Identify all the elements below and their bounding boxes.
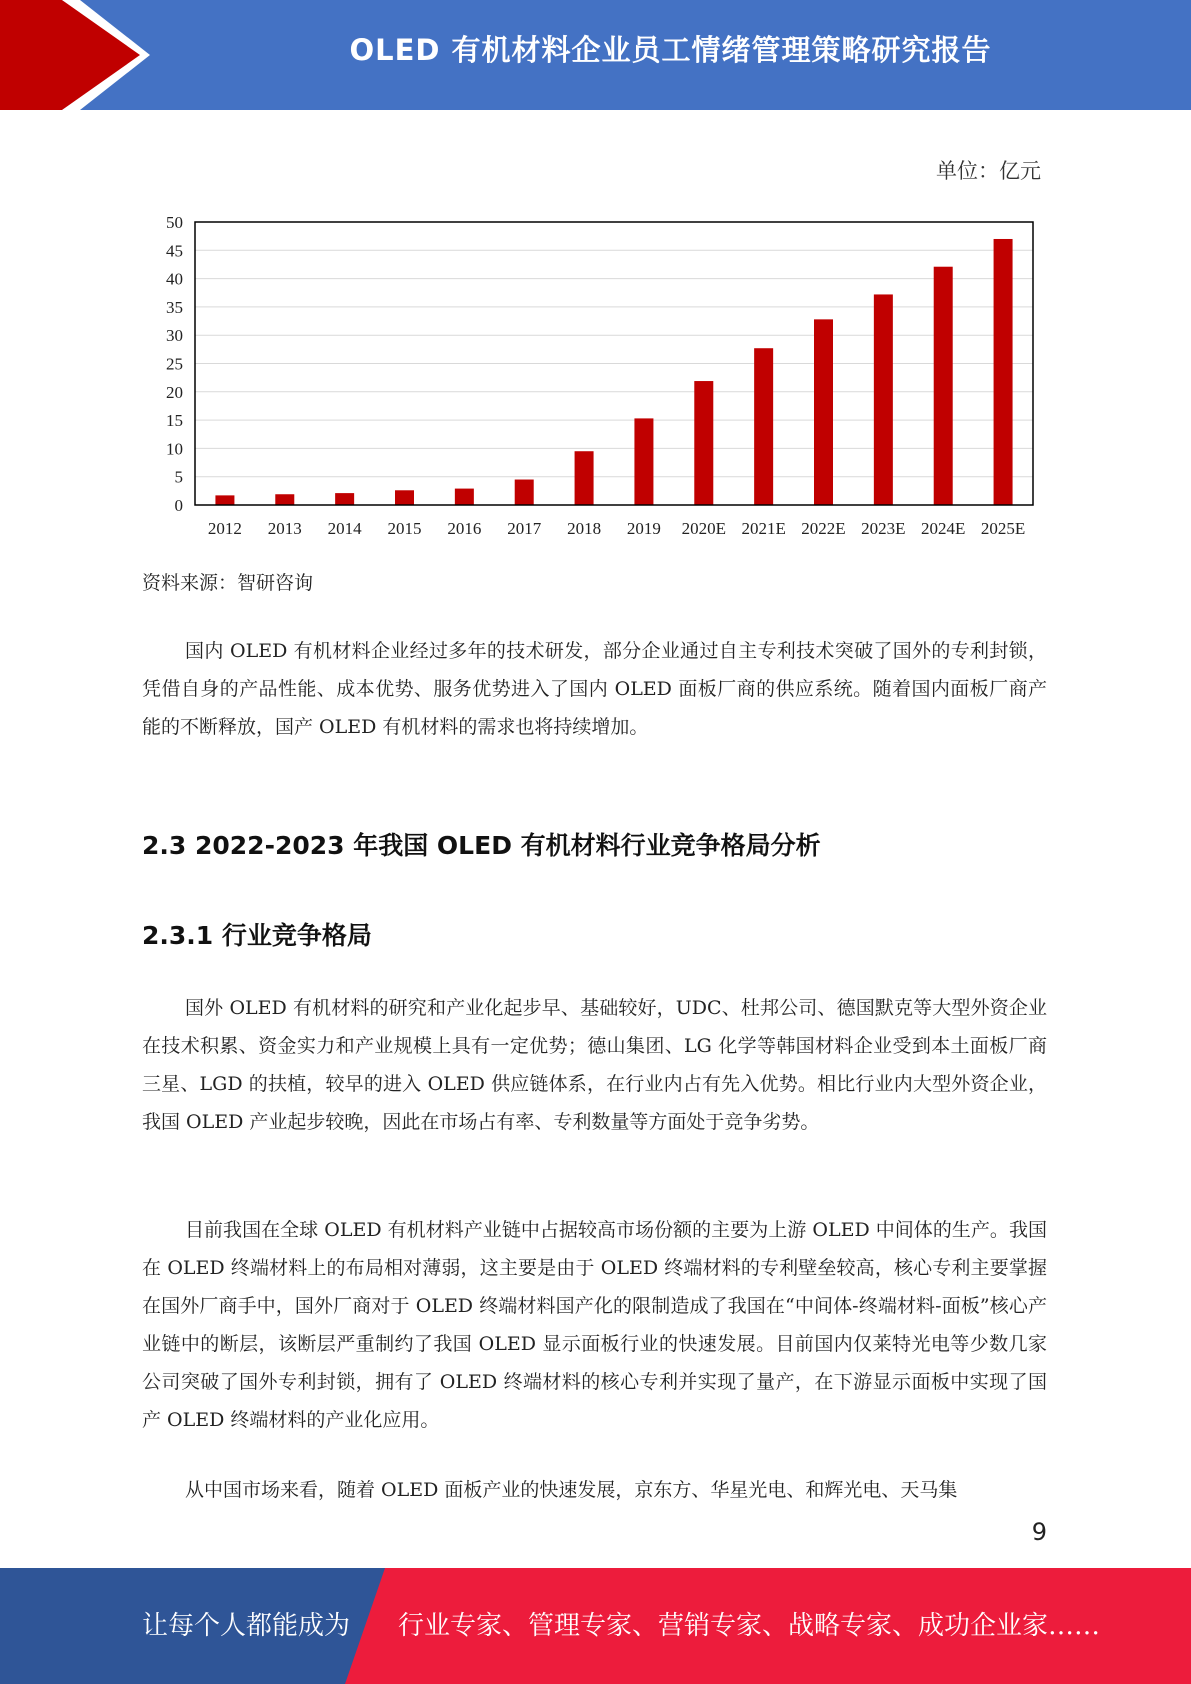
chart-source: 资料来源：智研咨询 bbox=[142, 572, 314, 594]
section-heading-2-3: 2.3 2022-2023 年我国 OLED 有机材料行业竞争格局分析 bbox=[142, 831, 821, 860]
y-tick-label: 10 bbox=[166, 439, 183, 459]
x-tick-label: 2019 bbox=[626, 519, 661, 538]
y-tick-label: 0 bbox=[174, 496, 183, 515]
bar-2016 bbox=[455, 489, 474, 505]
x-tick-label: 2016 bbox=[447, 519, 482, 538]
paragraph-china-market: 从中国市场来看，随着 OLED 面板产业的快速发展，京东方、华星光电、和辉光电、天马集 bbox=[185, 1479, 958, 1501]
bar-chart bbox=[140, 205, 1040, 545]
paragraph-foreign-competition: 国外 OLED 有机材料的研究和产业化起步早、基础较好，UDC、杜邦公司、德国默克等大型外资企业在技术积累、资金实力和产业规模上具有一定优势；德山集团、LG 化学等韩国材料企业受到本土面板厂商三星、LGD 的扶植，较早的进入 OLED 供应链体系，在行业内占有先入优势。相比行业内大型外资企业，我国 OLED 产业起步较晚，因此在市场占有率、专利数量等方面处于竞争劣势。 bbox=[142, 997, 1047, 1133]
x-tick-label: 2024E bbox=[921, 519, 966, 538]
footer-slogan-right: 行业专家、管理专家、营销专家、战略专家、成功企业家…… bbox=[398, 1611, 1101, 1641]
bar-2014 bbox=[335, 493, 354, 505]
bar-2019 bbox=[634, 418, 653, 505]
bar-2025E bbox=[994, 239, 1013, 505]
page-footer bbox=[0, 1568, 1191, 1684]
x-tick-label: 2015 bbox=[387, 519, 422, 538]
bar-2023E bbox=[874, 294, 893, 505]
x-tick-label: 2017 bbox=[507, 519, 542, 538]
y-tick-label: 15 bbox=[166, 411, 183, 431]
bar-2015 bbox=[395, 490, 414, 505]
x-tick-label: 2013 bbox=[267, 519, 302, 538]
x-tick-label: 2022E bbox=[801, 519, 846, 538]
report-title: OLED 有机材料企业员工情绪管理策略研究报告 bbox=[349, 33, 992, 67]
bar-2017 bbox=[515, 480, 534, 505]
bar-2012 bbox=[215, 495, 234, 505]
x-tick-label: 2021E bbox=[741, 519, 786, 538]
page-header bbox=[0, 0, 1191, 110]
bar-2013 bbox=[275, 494, 294, 505]
page-number: 9 bbox=[1031, 1518, 1047, 1546]
paragraph-domestic-status: 目前我国在全球 OLED 有机材料产业链中占据较高市场份额的主要为上游 OLED 中间体的生产。我国在 OLED 终端材料上的布局相对薄弱，这主要是由于 OLED 终端材料的专利壁垒较高，核心专利主要掌握在国外厂商手中，国外厂商对于 OLED 终端材料国产化的限制造成了我国在“中间体-终端材料-面板”核心产业链中的断层，该断层严重制约了我国 OLED 显示面板行业的快速发展。目前国内仅莱特光电等少数几家公司突破了国外专利封锁，拥有了 OLED 终端材料的核心专利并实现了量产，在下游显示面板中实现了国产 OLED 终端材料的产业化应用。 bbox=[142, 1219, 1047, 1431]
x-tick-label: 2014 bbox=[327, 519, 362, 538]
y-tick-label: 20 bbox=[166, 382, 183, 402]
y-tick-label: 5 bbox=[174, 467, 183, 487]
section-heading-2-3-1: 2.3.1 行业竞争格局 bbox=[142, 921, 372, 950]
bar-2020E bbox=[694, 381, 713, 505]
bar-2024E bbox=[934, 267, 953, 505]
x-tick-label: 2018 bbox=[567, 519, 602, 538]
y-tick-label: 30 bbox=[166, 326, 183, 346]
bar-2021E bbox=[754, 348, 773, 505]
y-tick-label: 40 bbox=[166, 269, 183, 289]
x-tick-label: 2012 bbox=[207, 519, 242, 538]
bar-2022E bbox=[814, 319, 833, 505]
x-tick-label: 2020E bbox=[681, 519, 726, 538]
bar-2018 bbox=[575, 451, 594, 505]
y-tick-label: 45 bbox=[166, 241, 183, 261]
chart-unit-label: 单位：亿元 bbox=[936, 159, 1041, 183]
y-tick-label: 50 bbox=[166, 213, 183, 232]
paragraph-intro: 国内 OLED 有机材料企业经过多年的技术研发，部分企业通过自主专利技术突破了国外的专利封锁，凭借自身的产品性能、成本优势、服务优势进入了国内 OLED 面板厂商的供应系统。随着国内面板厂商产能的不断释放，国产 OLED 有机材料的需求也将持续增加。 bbox=[142, 640, 1047, 738]
x-tick-label: 2023E bbox=[861, 519, 906, 538]
x-tick-label: 2025E bbox=[980, 519, 1026, 538]
y-tick-label: 25 bbox=[166, 354, 183, 374]
y-tick-label: 35 bbox=[166, 297, 183, 317]
footer-slogan-left: 让每个人都能成为 bbox=[142, 1611, 351, 1641]
